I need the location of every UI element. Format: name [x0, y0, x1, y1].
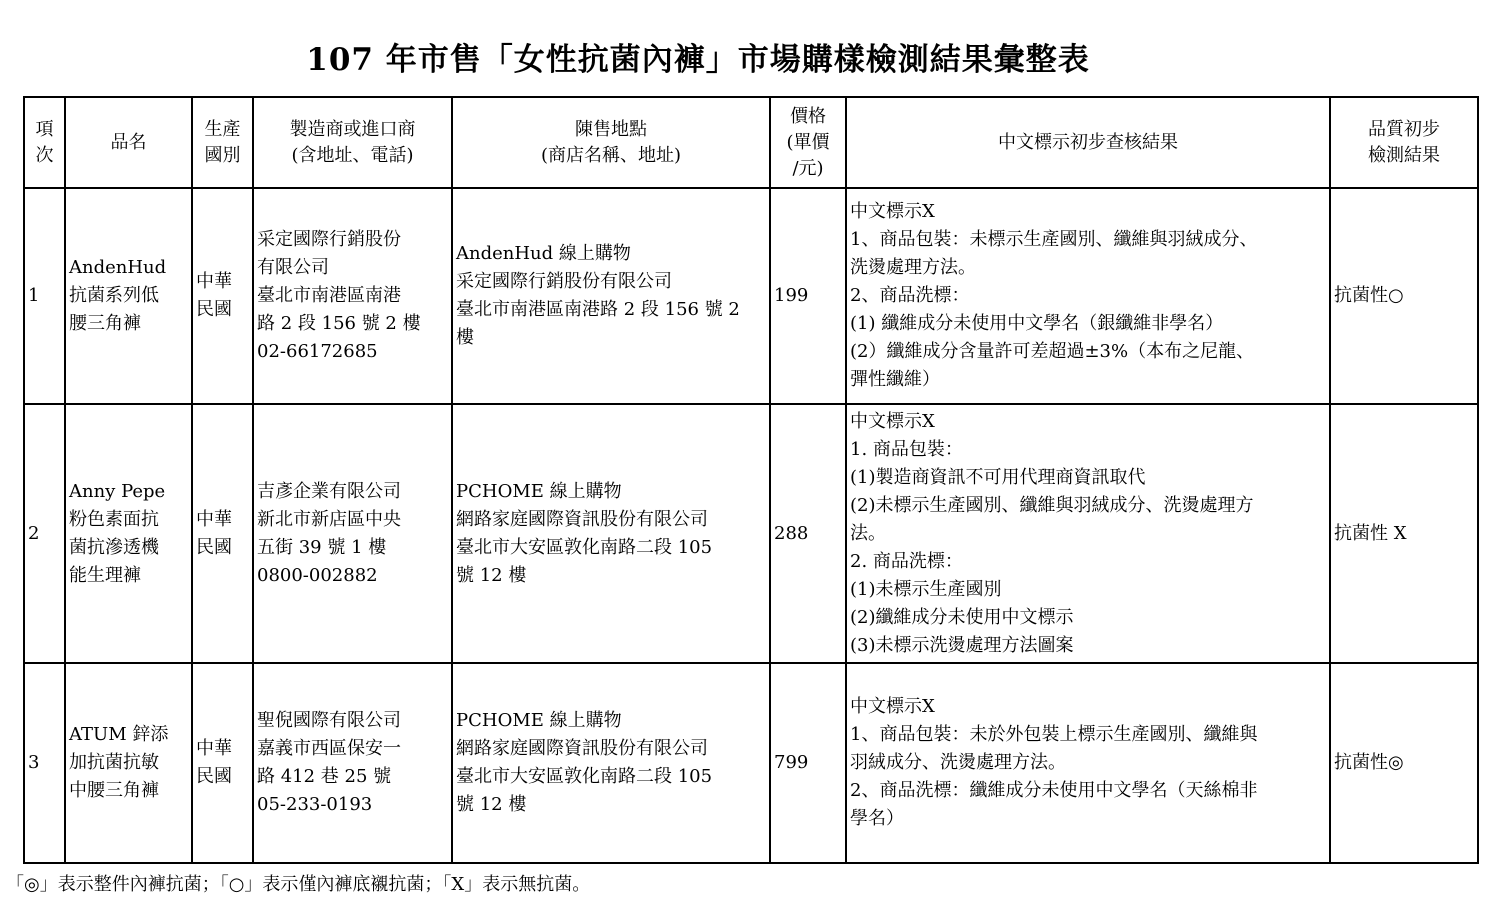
- cell-maker: 采定國際行銷股份 有限公司 臺北市南港區南港 路 2 段 156 號 2 樓 02-66172685: [253, 188, 452, 404]
- table-row: [24, 404, 1478, 663]
- table-row: [24, 188, 1478, 404]
- cell-index: 3: [24, 663, 65, 863]
- cell-product-name: AndenHud 抗菌系列低 腰三角褲: [65, 188, 192, 404]
- table-row: [24, 663, 1478, 863]
- cell-maker: 聖倪國際有限公司 嘉義市西區保安一 路 412 巷 25 號 05-233-0193: [253, 663, 452, 863]
- cell-label-check: 中文標示X 1. 商品包裝： (1)製造商資訊不可用代理商資訊取代 (2)未標示生產國別、纖維與羽絨成分、洗燙處理方 法。 2. 商品洗標： (1)未標示生產國別 (2)纖維成分未使用中文標示 (3)未標示洗燙處理方法圖案: [846, 404, 1330, 663]
- cell-label-check: 中文標示X 1、商品包裝：未標示生產國別、纖維與羽絨成分、 洗燙處理方法。 2、商品洗標： (1) 纖維成分未使用中文學名（銀纖維非學名） (2）纖維成分含量許可差超過±3%（本布之尼龍、 彈性纖維）: [846, 188, 1330, 404]
- page-title: 107 年市售「女性抗菌內褲」市場購樣檢測結果彙整表: [306, 42, 1090, 78]
- header-index: 項 次: [24, 97, 65, 188]
- cell-product-name: Anny Pepe 粉色素面抗 菌抗滲透機 能生理褲: [65, 404, 192, 663]
- header-name: 品名: [65, 97, 192, 188]
- cell-seller: PCHOME 線上購物 網路家庭國際資訊股份有限公司 臺北市大安區敦化南路二段 105 號 12 樓: [452, 404, 770, 663]
- cell-quality: 抗菌性 X: [1330, 404, 1478, 663]
- cell-maker: 吉彥企業有限公司 新北市新店區中央 五街 39 號 1 樓 0800-002882: [253, 404, 452, 663]
- header-price: 價格 (單價 /元): [770, 97, 846, 188]
- cell-price: 799: [770, 663, 846, 863]
- table-header-row: [24, 97, 1478, 188]
- header-seller: 陳售地點 (商店名稱、地址): [452, 97, 770, 188]
- header-maker: 製造商或進口商 (含地址、電話): [253, 97, 452, 188]
- cell-quality: 抗菌性◎: [1330, 663, 1478, 863]
- results-table: [23, 96, 1479, 864]
- cell-origin: 中華 民國: [192, 188, 253, 404]
- cell-origin: 中華 民國: [192, 663, 253, 863]
- cell-origin: 中華 民國: [192, 404, 253, 663]
- cell-label-check: 中文標示X 1、商品包裝：未於外包裝上標示生產國別、纖維與 羽絨成分、洗燙處理方法。 2、商品洗標：纖維成分未使用中文學名（天絲棉非 學名）: [846, 663, 1330, 863]
- cell-seller: AndenHud 線上購物 采定國際行銷股份有限公司 臺北市南港區南港路 2 段 156 號 2 樓: [452, 188, 770, 404]
- legend-footnote: 「◎」表示整件內褲抗菌；「○」表示僅內褲底襯抗菌；「X」表示無抗菌。: [6, 874, 591, 895]
- cell-quality: 抗菌性○: [1330, 188, 1478, 404]
- header-origin: 生產 國別: [192, 97, 253, 188]
- cell-index: 2: [24, 404, 65, 663]
- cell-price: 288: [770, 404, 846, 663]
- cell-product-name: ATUM 鋅添 加抗菌抗敏 中腰三角褲: [65, 663, 192, 863]
- cell-price: 199: [770, 188, 846, 404]
- header-label-check: 中文標示初步查核結果: [846, 97, 1330, 188]
- cell-index: 1: [24, 188, 65, 404]
- cell-seller: PCHOME 線上購物 網路家庭國際資訊股份有限公司 臺北市大安區敦化南路二段 105 號 12 樓: [452, 663, 770, 863]
- header-quality: 品質初步 檢測結果: [1330, 97, 1478, 188]
